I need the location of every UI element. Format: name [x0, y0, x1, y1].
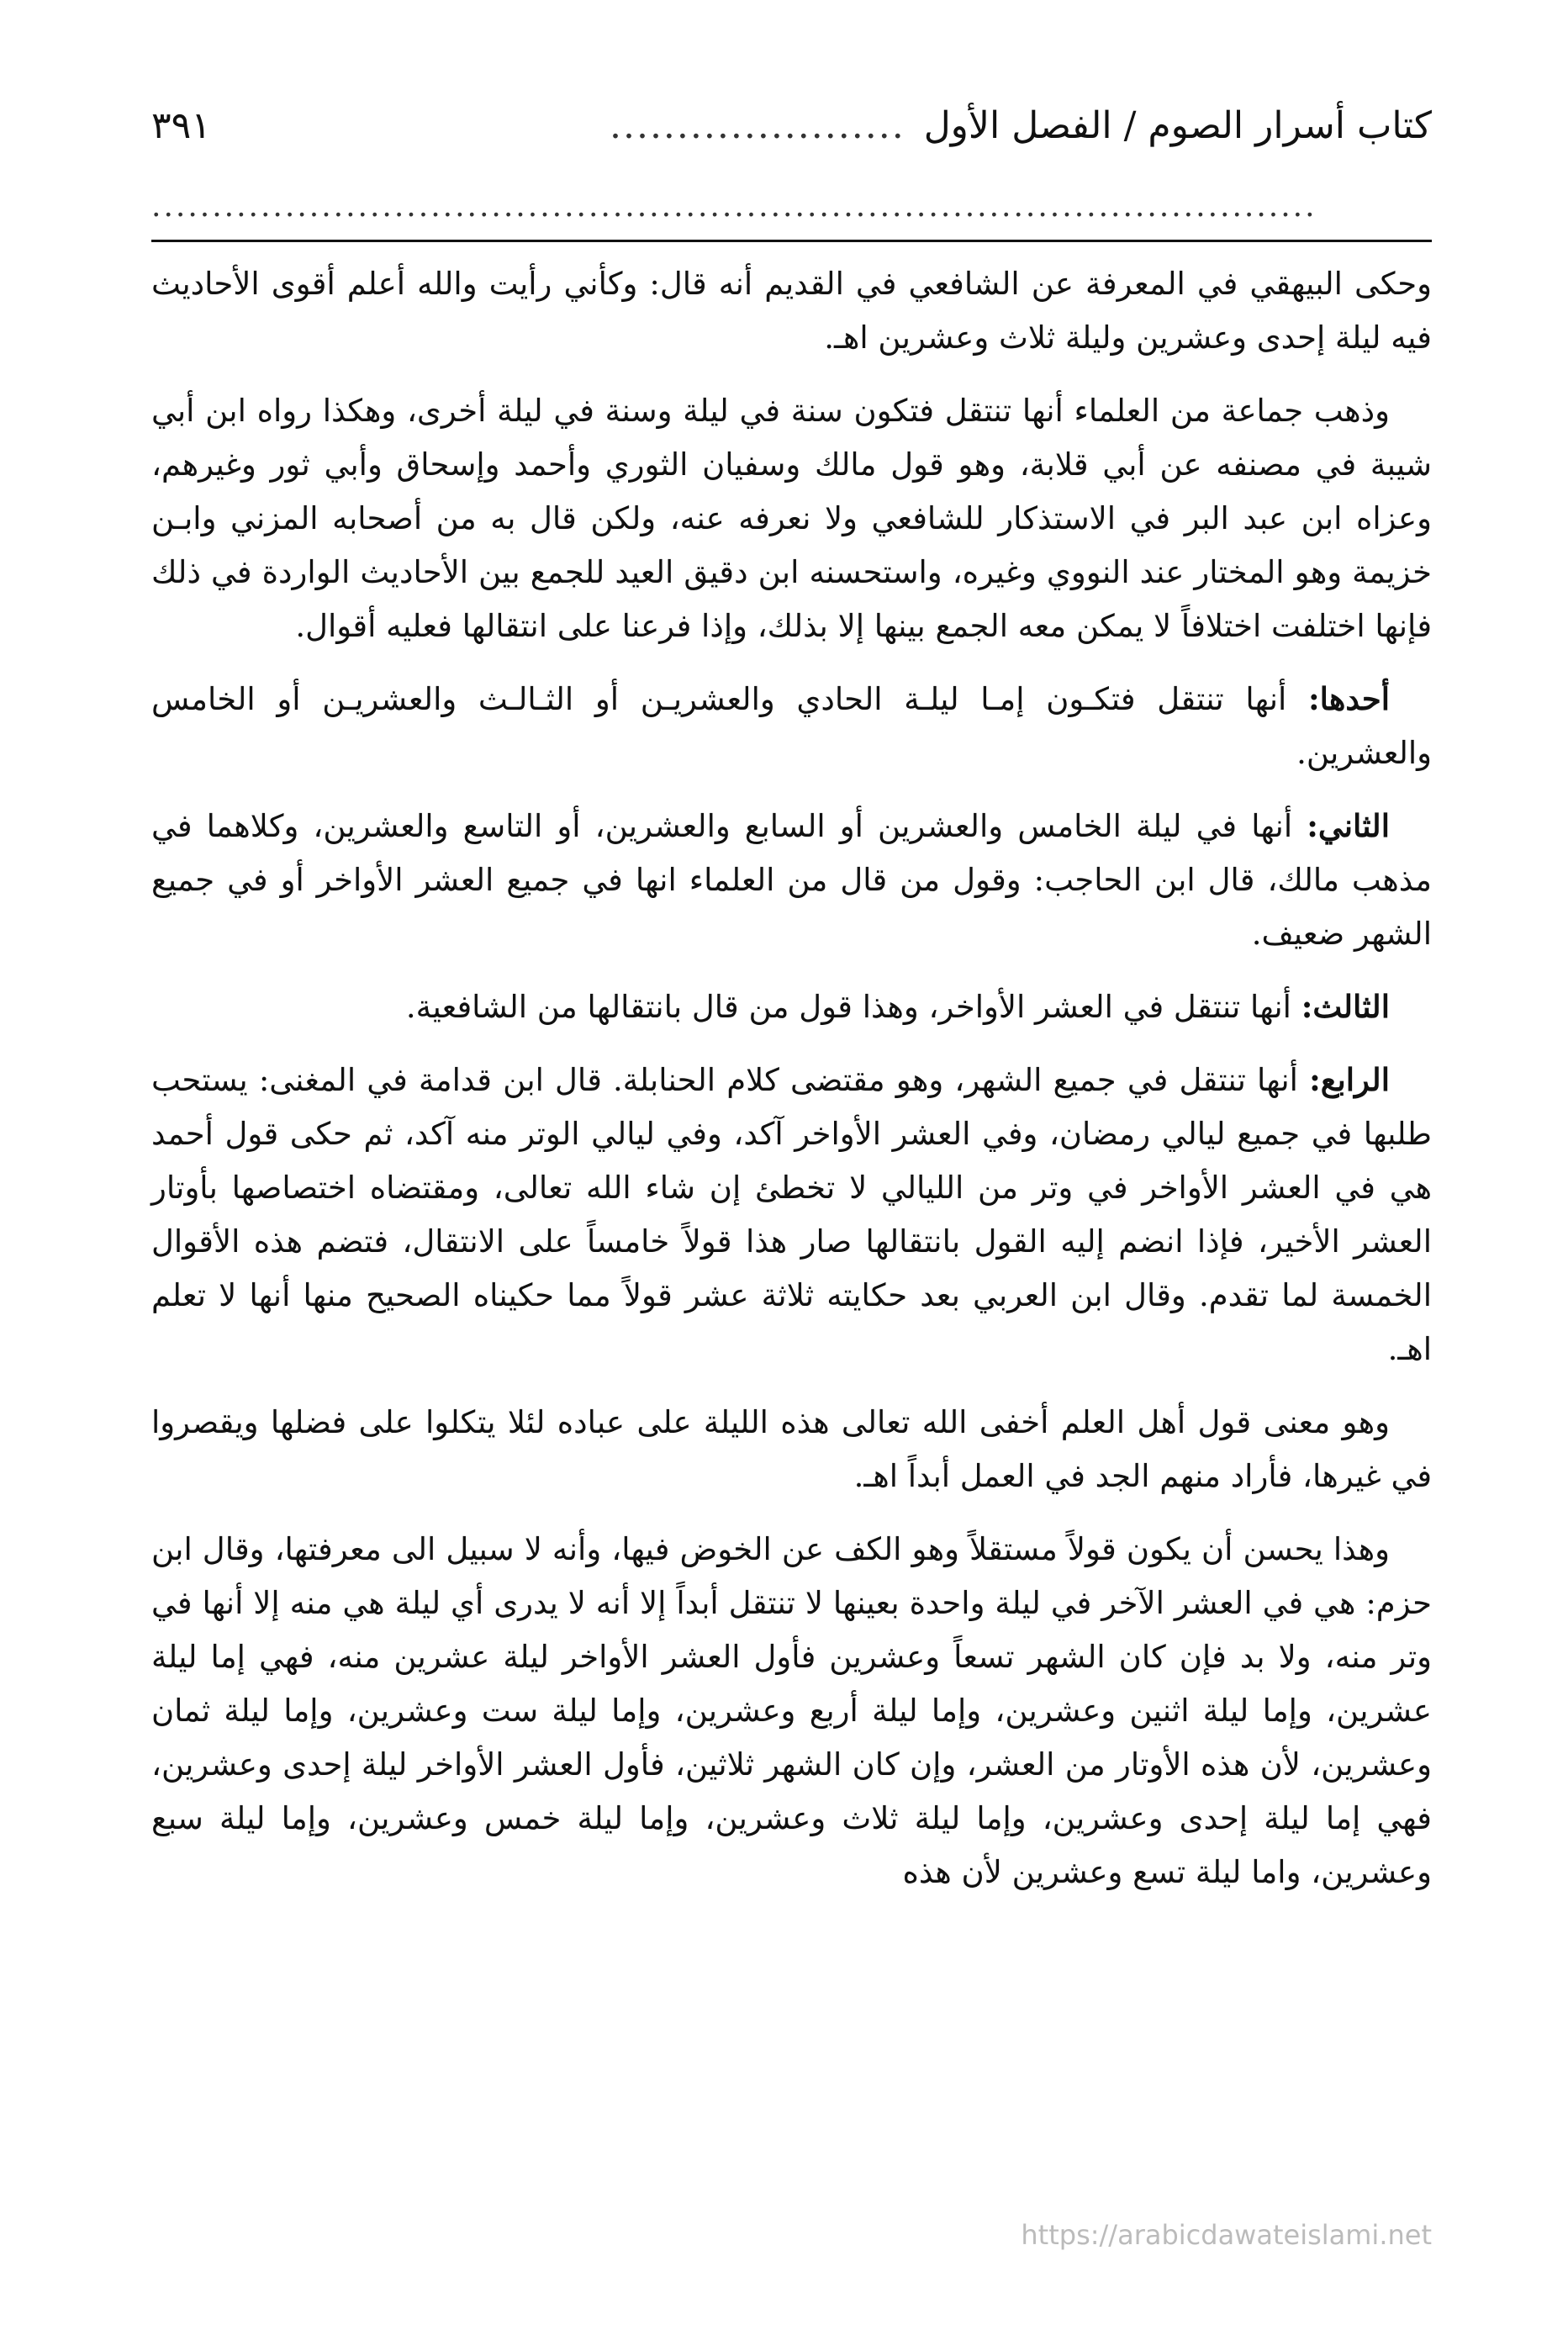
- paragraph: الثالث: أنها تنتقل في العشر الأواخر، وهذا قول من قال بانتقالها من الشافعية.: [405, 988, 1390, 1025]
- watermark-url: https://arabicdawateislami.net: [1021, 2219, 1432, 2251]
- header-title: كتاب أسرار الصوم / الفصل الأول: [923, 104, 1432, 147]
- header-rule: [151, 240, 1432, 242]
- paragraph: الرابع: أنها تنتقل في جميع الشهر، وهو مقتضى كلام الحنابلة. قال ابن قدامة في المغنى: يستحب طلبها في جميع ليالي رمضان، وفي العشر الأواخر آكد، وفي ليالي الوتر منه آكد، ثم حكى قول أحمد هي في العشر الأواخر في وتر من الليالي لا تخطئ إن شاء الله تعالى، ومقتضاه اختصاصها بأوتار العشر الأخير، فإذا انضم إليه القول بانتقالها صار هذا قولاً خامساً على الانتقال، فتضم هذه الأقوال الخمسة لما تقدم. وقال ابن العربي بعد حكايته ثلاثة عشر قولاً مما حكيناه الصحيح منها أنها لا تعلم اهـ.: [151, 1061, 1432, 1367]
- body-text: [151, 256, 1432, 2200]
- page-number: ٣٩١: [151, 104, 211, 147]
- paragraph: وحكى البيهقي في المعرفة عن الشافعي في القديم أنه قال: وكأني رأيت والله أعلم أقوى الأحاديث فيه ليلة إحدى وعشرين وليلة ثلاث وعشرين اهـ.: [151, 266, 1432, 356]
- paragraph: وهو معنى قول أهل العلم أخفى الله تعالى هذه الليلة على عباده لئلا يتكلوا على فضلها ويقصروا في غيرها، فأراد منهم الجد في العمل أبداً اهـ.: [151, 1404, 1432, 1494]
- paragraph: وذهب جماعة من العلماء أنها تنتقل فتكون سنة في ليلة وسنة في ليلة أخرى، وهكذا رواه ابن أبي شيبة في مصنفه عن أبي قلابة، وهو قول مالك وسفيان الثوري وأحمد وإسحاق وأبي ثور وغيرهم، وعزاه ابن عبد البر في الاستذكار للشافعي ولا نعرفه عنه، ولكن قال به من أصحابه المزني وابـن خزيمة وهو المختار عند النووي وغيره، واستحسنه ابن دقيق العيد للجمع بين الأحاديث الواردة في ذلك فإنها اختلفت اختلافاً لا يمكن معه الجمع بينها إلا بذلك، وإذا فرعنا على انتقالها فعليه أقوال.: [151, 393, 1432, 644]
- paragraph: الثاني: أنها في ليلة الخامس والعشرين أو السابع والعشرين، أو التاسع والعشرين، وكلاهما في مذهب مالك، قال ابن الحاجب: وقول من قال من العلماء انها في جميع العشر الأواخر أو في جميع الشهر ضعيف.: [151, 807, 1432, 952]
- header-leader-dots: ......................: [609, 108, 905, 145]
- paragraph: أحدها: أنها تنتقل فتكـون إمـا ليلـة الحادي والعشريـن أو الثـالـث والعشريـن أو الخامس والعشرين.: [151, 680, 1432, 771]
- running-head: [151, 88, 1432, 164]
- paragraph: وهذا يحسن أن يكون قولاً مستقلاً وهو الكف عن الخوض فيها، وأنه لا سبيل الى معرفتها، وقال ابن حزم: هي في العشر الآخر في ليلة واحدة بعينها لا تنتقل أبداً إلا أنه لا يدرى أي ليلة هي منه إلا أنها في وتر منه، ولا بد فإن كان الشهر تسعاً وعشرين فأول العشر الأواخر ليلة عشرين منه، فهي إما ليلة عشرين، وإما ليلة اثنين وعشرين، وإما ليلة أربع وعشرين، وإما ليلة ست وعشرين، وإما ليلة ثمان وعشرين، لأن هذه الأوتار من العشر، وإن كان الشهر ثلاثين، فأول العشر الأواخر ليلة إحدى وعشرين، فهي إما ليلة إحدى وعشرين، وإما ليلة ثلاث وعشرين، وإما ليلة خمس وعشرين، وإما ليلة سبع وعشرين، واما ليلة تسع وعشرين لأن هذه: [151, 1531, 1432, 1890]
- header-dotted-line: ................................................................................................: [151, 189, 1317, 224]
